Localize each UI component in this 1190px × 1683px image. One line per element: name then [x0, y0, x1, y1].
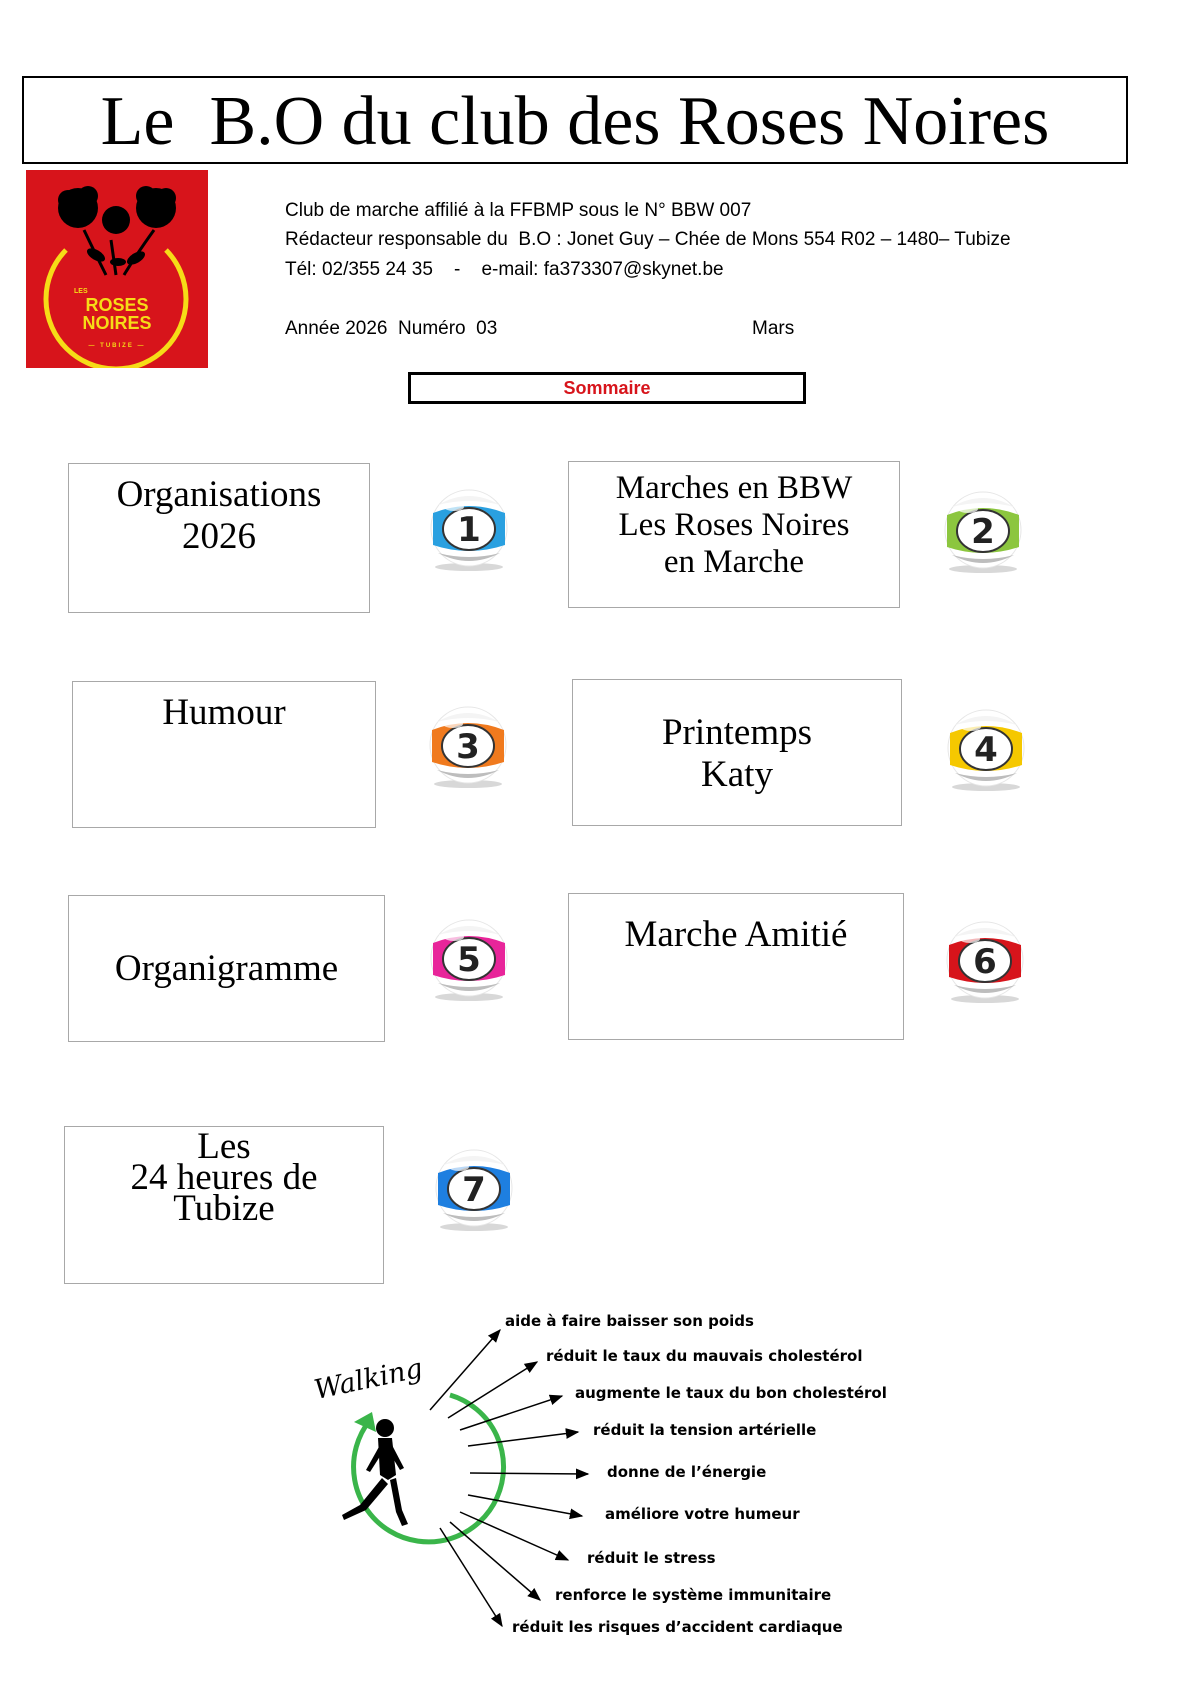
- number-ball-7-icon[interactable]: [429, 1143, 519, 1233]
- benefit-item: donne de l’énergie: [607, 1463, 767, 1481]
- section-organisations[interactable]: [68, 463, 370, 613]
- ball-number: 3: [456, 727, 480, 767]
- ball-number: 4: [974, 730, 998, 770]
- section-title-line: Marches en BBW: [615, 470, 853, 506]
- number-ball-2-icon[interactable]: [938, 485, 1028, 575]
- number-ball-4-icon[interactable]: [941, 703, 1031, 793]
- benefit-item: réduit les risques d’accident cardiaque: [512, 1618, 843, 1636]
- number-ball-3-icon[interactable]: [423, 700, 513, 790]
- contact-info: Tél: 02/355 24 35 - e-mail: fa373307@skynet.be: [285, 259, 724, 280]
- benefit-item: augmente le taux du bon cholestérol: [575, 1384, 887, 1402]
- section-marche-amitie[interactable]: [568, 893, 904, 1040]
- benefit-item: réduit la tension artérielle: [593, 1421, 817, 1439]
- benefit-item: réduit le stress: [587, 1549, 716, 1567]
- benefit-item: améliore votre humeur: [605, 1505, 800, 1523]
- section-title-line: Humour: [162, 692, 286, 733]
- ball-number: 6: [973, 942, 997, 982]
- walking-label: Walking: [311, 1352, 426, 1406]
- sommaire-box: [408, 372, 806, 404]
- issue-number: Année 2026 Numéro 03: [285, 318, 498, 339]
- number-ball-1-icon[interactable]: [424, 483, 514, 573]
- section-title-line: Printemps: [661, 712, 813, 753]
- number-ball-5-icon[interactable]: [424, 913, 514, 1003]
- section-title-line: Organisations: [116, 474, 322, 515]
- club-logo: [26, 170, 208, 368]
- section-organigramme[interactable]: [68, 895, 385, 1042]
- benefit-item: renforce le système immunitaire: [555, 1586, 832, 1604]
- ball-number: 2: [971, 512, 995, 552]
- ball-number: 5: [457, 940, 481, 980]
- section-title-line: Marche Amitié: [624, 914, 848, 955]
- logo-les-text: LES: [74, 288, 88, 295]
- number-ball-6-icon[interactable]: [940, 915, 1030, 1005]
- section-marches-bbw[interactable]: [568, 461, 900, 608]
- benefit-item: aide à faire baisser son poids: [505, 1312, 754, 1330]
- section-title-line: Organigramme: [114, 948, 339, 989]
- section-24-heures[interactable]: [64, 1126, 384, 1284]
- benefit-item: réduit le taux du mauvais cholestérol: [546, 1347, 863, 1365]
- section-title-line: 24 heures de: [130, 1157, 318, 1198]
- ball-number: 1: [457, 510, 481, 550]
- title-box: [22, 76, 1128, 164]
- club-affiliation: Club de marche affilié à la FFBMP sous le N° BBW 007: [285, 200, 752, 221]
- section-title-line: Katy: [701, 754, 773, 795]
- sommaire-label: Sommaire: [563, 378, 651, 398]
- section-printemps[interactable]: [572, 679, 902, 826]
- section-title-line: Tubize: [173, 1188, 275, 1229]
- ball-number: 7: [462, 1170, 486, 1210]
- newsletter-title: Le B.O du club des Roses Noires: [100, 83, 1050, 160]
- section-title-line: en Marche: [663, 544, 805, 580]
- editor-info: Rédacteur responsable du B.O : Jonet Guy – Chée de Mons 554 R02 – 1480– Tubize: [285, 229, 1011, 250]
- logo-roses-text: ROSES: [85, 295, 149, 315]
- issue-month: Mars: [752, 318, 795, 339]
- section-title-line: Les: [197, 1126, 251, 1167]
- logo-tubize-text: — TUBIZE —: [88, 343, 146, 349]
- logo-noires-text: NOIRES: [82, 313, 152, 333]
- roses-logo-icon: [26, 170, 208, 368]
- section-title-line: 2026: [182, 516, 256, 557]
- section-humour[interactable]: [72, 681, 376, 828]
- section-title-line: Les Roses Noires: [618, 507, 850, 543]
